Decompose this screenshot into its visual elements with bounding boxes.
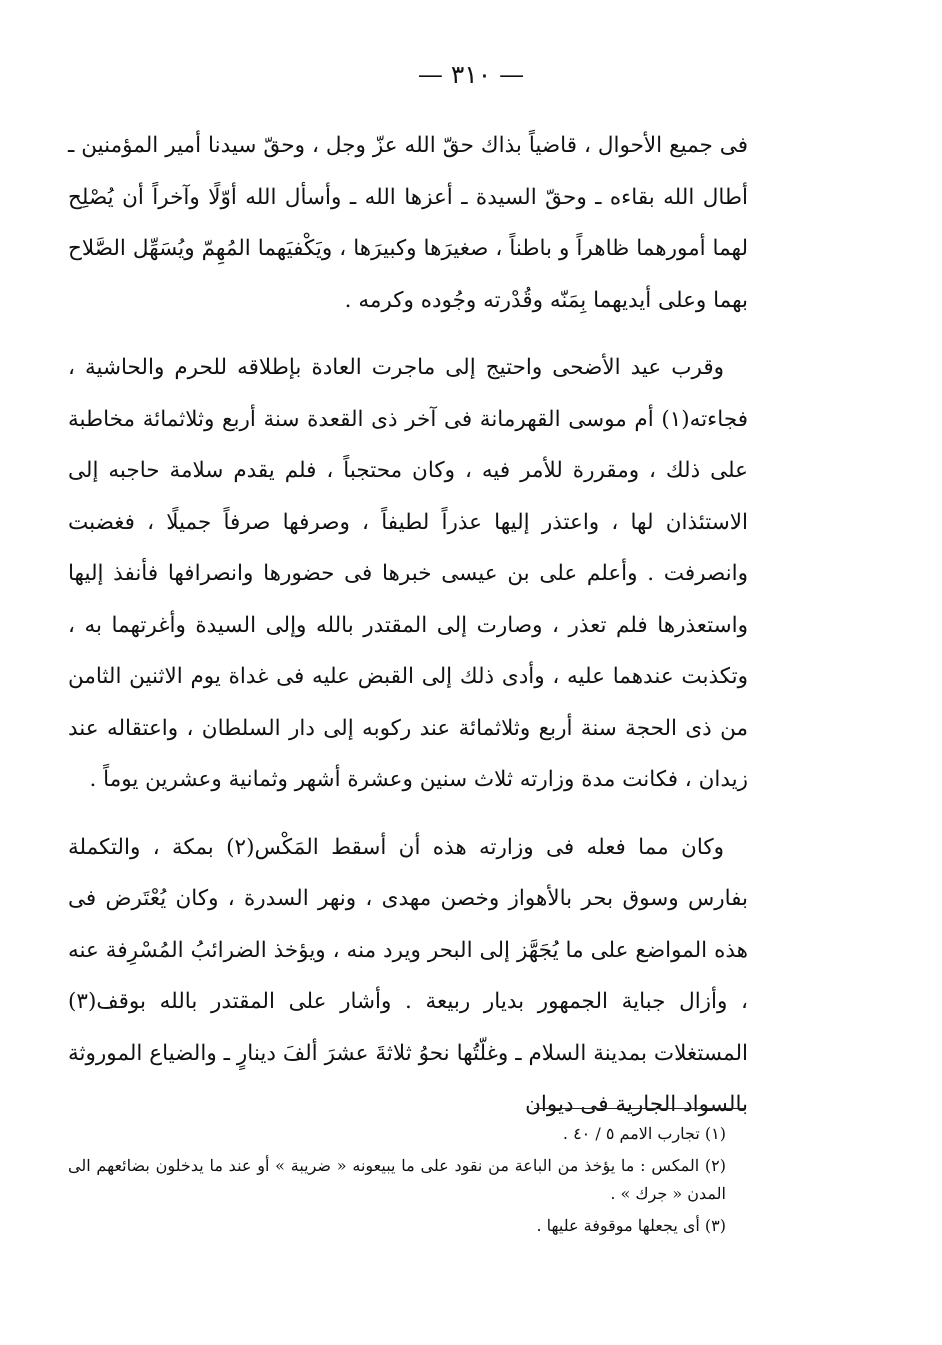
footnote-2: (٢) المكس : ما يؤخذ من الباعة من نقود على ما يبيعونه « ضريبة » أو عند ما يدخلون بضائعهم الى المدن « جرك » . [68, 1156, 726, 1203]
footnote-3: (٣) أى يجعلها موقوفة عليها . [536, 1216, 726, 1235]
paragraph-3: وكان مما فعله فى وزارته هذه أن أسقط المَكْس(٢) بمكة ، والتكملة بفارس وسوق بحر بالأهواز وخصن مهدى ، ونهر السدرة ، وكان يُعْتَرض فى هذه المواضع على ما يُجَهَّز إلى البحر ويرد منه ، ويؤخذ الضرائبُ المُسْرِفة عنه ، وأزال جباية الجمهور بديار ربيعة . وأشار على المقتدر بالله بوقف(٣) المستغلات بمدينة السلام ـ وغلّتُها نحوُ ثلاثةَ عشرَ ألفَ دينارٍ ـ والضياع الموروثة بالسواد الجارية فى ديوان [68, 834, 748, 1117]
page-number: — ٣١٠ — [417, 60, 525, 89]
footnote-divider [534, 1108, 746, 1109]
paragraph-1: فى جميع الأحوال ، قاضياً بذاك حقّ الله عزّ وجل ، وحقّ سيدنا أمير المؤمنين ـ أطال الله بقاءه ـ وحقّ السيدة ـ أعزها الله ـ وأسأل الله أوّلًا وآخراً أن يُصْلِح لهما أمورهما ظاهراً و باطناً ، صغيرَها وكبيرَها ، ويَكْفيَهما المُهِمّ ويُسَهِّل الصَّلاح بهما وعلى أيديهما بِمَنّه وقُدْرته وجُوده وكرمه . [68, 133, 748, 313]
footnotes [68, 1120, 748, 1244]
body-text [68, 120, 748, 1131]
footnote-1: (١) تجارب الامم ٥ / ٤٠ . [562, 1124, 726, 1143]
paragraph-gap [68, 326, 748, 342]
paragraph-gap [68, 806, 748, 822]
paragraph-2: وقرب عيد الأضحى واحتيج إلى ماجرت العادة بإطلاقه للحرم والحاشية ، فجاءته(١) أم موسى القهرمانة فى آخر ذى القعدة سنة أربع وثلاثمائة مخاطبة على ذلك ، ومقررة للأمر فيه ، وكان محتجباً ، فلم يقدم سلامة حاجبه إلى الاستئذان لها ، واعتذر إليها عذراً لطيفاً ، وصرفها صرفاً جميلًا ، فغضبت وانصرفت . وأعلم على بن عيسى خبرها فى حضورها وانصرافها فأنفذ إليها واستعذرها فلم تعذر ، وصارت إلى المقتدر بالله وإلى السيدة وأغرتهما به ، وتكذبت عندهما عليه ، وأدى ذلك إلى القبض عليه فى غداة يوم الاثنين الثامن من ذى الحجة سنة أربع وثلاثمائة عند ركوبه إلى دار السلطان ، واعتقاله عند زيدان ، فكانت مدة وزارته ثلاث سنين وعشرة أشهر وثمانية وعشرين يوماً . [68, 355, 748, 792]
